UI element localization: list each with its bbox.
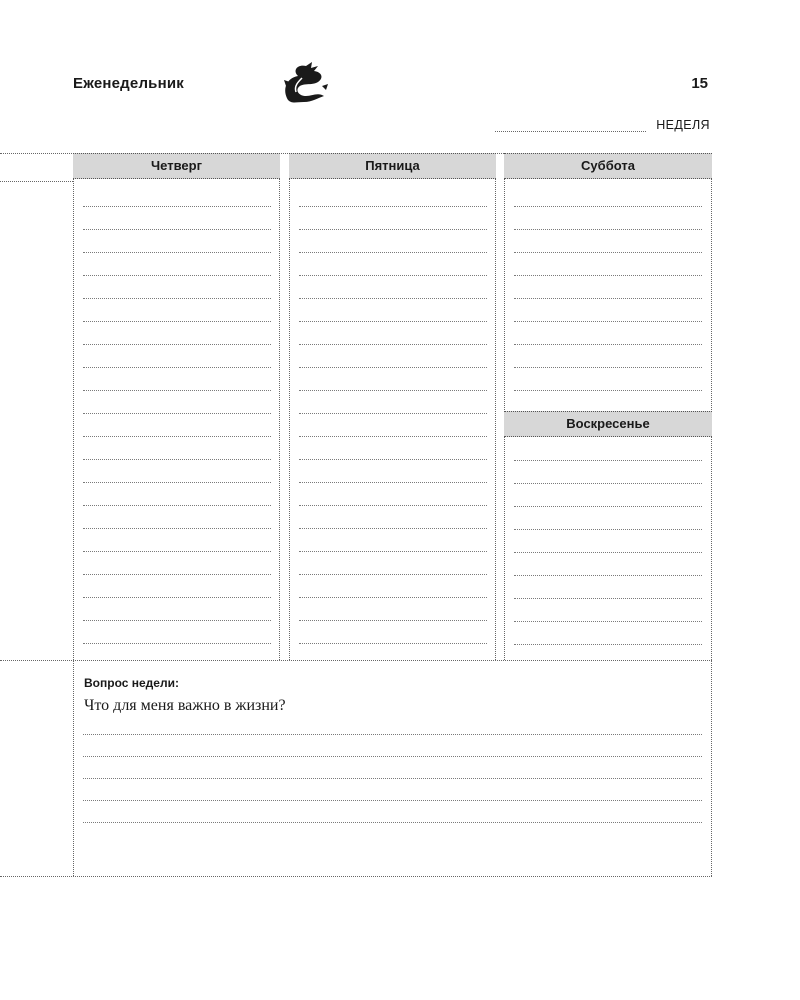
writing-line-friday[interactable] (299, 344, 487, 345)
writing-line-thursday[interactable] (83, 482, 271, 483)
writing-line-question[interactable] (83, 734, 702, 735)
left-header-rule (0, 181, 73, 182)
page-title: Еженедельник (73, 75, 184, 92)
writing-line-friday[interactable] (299, 275, 487, 276)
writing-line-sunday[interactable] (514, 644, 702, 645)
writing-line-friday[interactable] (299, 482, 487, 483)
writing-line-thursday[interactable] (83, 367, 271, 368)
day-header-friday: Пятница (289, 153, 496, 179)
day-header-thursday: Четверг (73, 153, 280, 179)
writing-line-friday[interactable] (299, 528, 487, 529)
dragon-icon (278, 60, 330, 108)
writing-line-thursday[interactable] (83, 528, 271, 529)
writing-line-friday[interactable] (299, 206, 487, 207)
writing-line-saturday[interactable] (514, 367, 702, 368)
writing-line-thursday[interactable] (83, 643, 271, 644)
writing-line-sunday[interactable] (514, 529, 702, 530)
writing-line-friday[interactable] (299, 597, 487, 598)
writing-line-friday[interactable] (299, 436, 487, 437)
page-number: 15 (691, 75, 708, 92)
writing-line-thursday[interactable] (83, 252, 271, 253)
writing-line-saturday[interactable] (514, 252, 702, 253)
writing-line-sunday[interactable] (514, 460, 702, 461)
writing-line-thursday[interactable] (83, 597, 271, 598)
writing-line-saturday[interactable] (514, 390, 702, 391)
writing-line-sunday[interactable] (514, 598, 702, 599)
writing-line-thursday[interactable] (83, 620, 271, 621)
writing-line-friday[interactable] (299, 367, 487, 368)
writing-line-saturday[interactable] (514, 229, 702, 230)
question-label: Вопрос недели: (84, 676, 179, 690)
writing-line-question[interactable] (83, 756, 702, 757)
writing-line-thursday[interactable] (83, 321, 271, 322)
writing-line-friday[interactable] (299, 413, 487, 414)
writing-line-thursday[interactable] (83, 298, 271, 299)
mid-rule (0, 660, 712, 661)
writing-line-thursday[interactable] (83, 505, 271, 506)
writing-line-question[interactable] (83, 778, 702, 779)
week-input-line[interactable] (495, 131, 646, 132)
writing-line-saturday[interactable] (514, 298, 702, 299)
writing-line-thursday[interactable] (83, 275, 271, 276)
writing-line-thursday[interactable] (83, 206, 271, 207)
writing-line-thursday[interactable] (83, 574, 271, 575)
writing-line-sunday[interactable] (514, 552, 702, 553)
writing-line-friday[interactable] (299, 620, 487, 621)
question-right-border (711, 660, 712, 876)
writing-line-sunday[interactable] (514, 621, 702, 622)
writing-line-saturday[interactable] (514, 321, 702, 322)
day-header-sunday: Воскресенье (504, 411, 712, 437)
question-left-border (73, 660, 74, 876)
writing-line-friday[interactable] (299, 574, 487, 575)
week-field[interactable] (495, 117, 710, 135)
writing-line-thursday[interactable] (83, 344, 271, 345)
writing-line-friday[interactable] (299, 229, 487, 230)
writing-line-saturday[interactable] (514, 275, 702, 276)
bottom-rule (0, 876, 712, 877)
writing-line-thursday[interactable] (83, 436, 271, 437)
writing-line-friday[interactable] (299, 459, 487, 460)
writing-line-sunday[interactable] (514, 506, 702, 507)
question-text: Что для меня важно в жизни? (84, 697, 286, 714)
writing-line-friday[interactable] (299, 298, 487, 299)
writing-line-friday[interactable] (299, 551, 487, 552)
writing-line-friday[interactable] (299, 643, 487, 644)
writing-line-question[interactable] (83, 800, 702, 801)
writing-line-thursday[interactable] (83, 390, 271, 391)
writing-line-thursday[interactable] (83, 551, 271, 552)
day-header-saturday: Суббота (504, 153, 712, 179)
writing-line-sunday[interactable] (514, 483, 702, 484)
writing-line-question[interactable] (83, 822, 702, 823)
writing-line-friday[interactable] (299, 252, 487, 253)
writing-line-thursday[interactable] (83, 459, 271, 460)
writing-line-saturday[interactable] (514, 344, 702, 345)
writing-line-friday[interactable] (299, 505, 487, 506)
writing-line-saturday[interactable] (514, 206, 702, 207)
writing-line-friday[interactable] (299, 321, 487, 322)
writing-line-thursday[interactable] (83, 413, 271, 414)
writing-line-friday[interactable] (299, 390, 487, 391)
week-label: НЕДЕЛЯ (656, 118, 710, 132)
writing-line-thursday[interactable] (83, 229, 271, 230)
writing-line-sunday[interactable] (514, 575, 702, 576)
